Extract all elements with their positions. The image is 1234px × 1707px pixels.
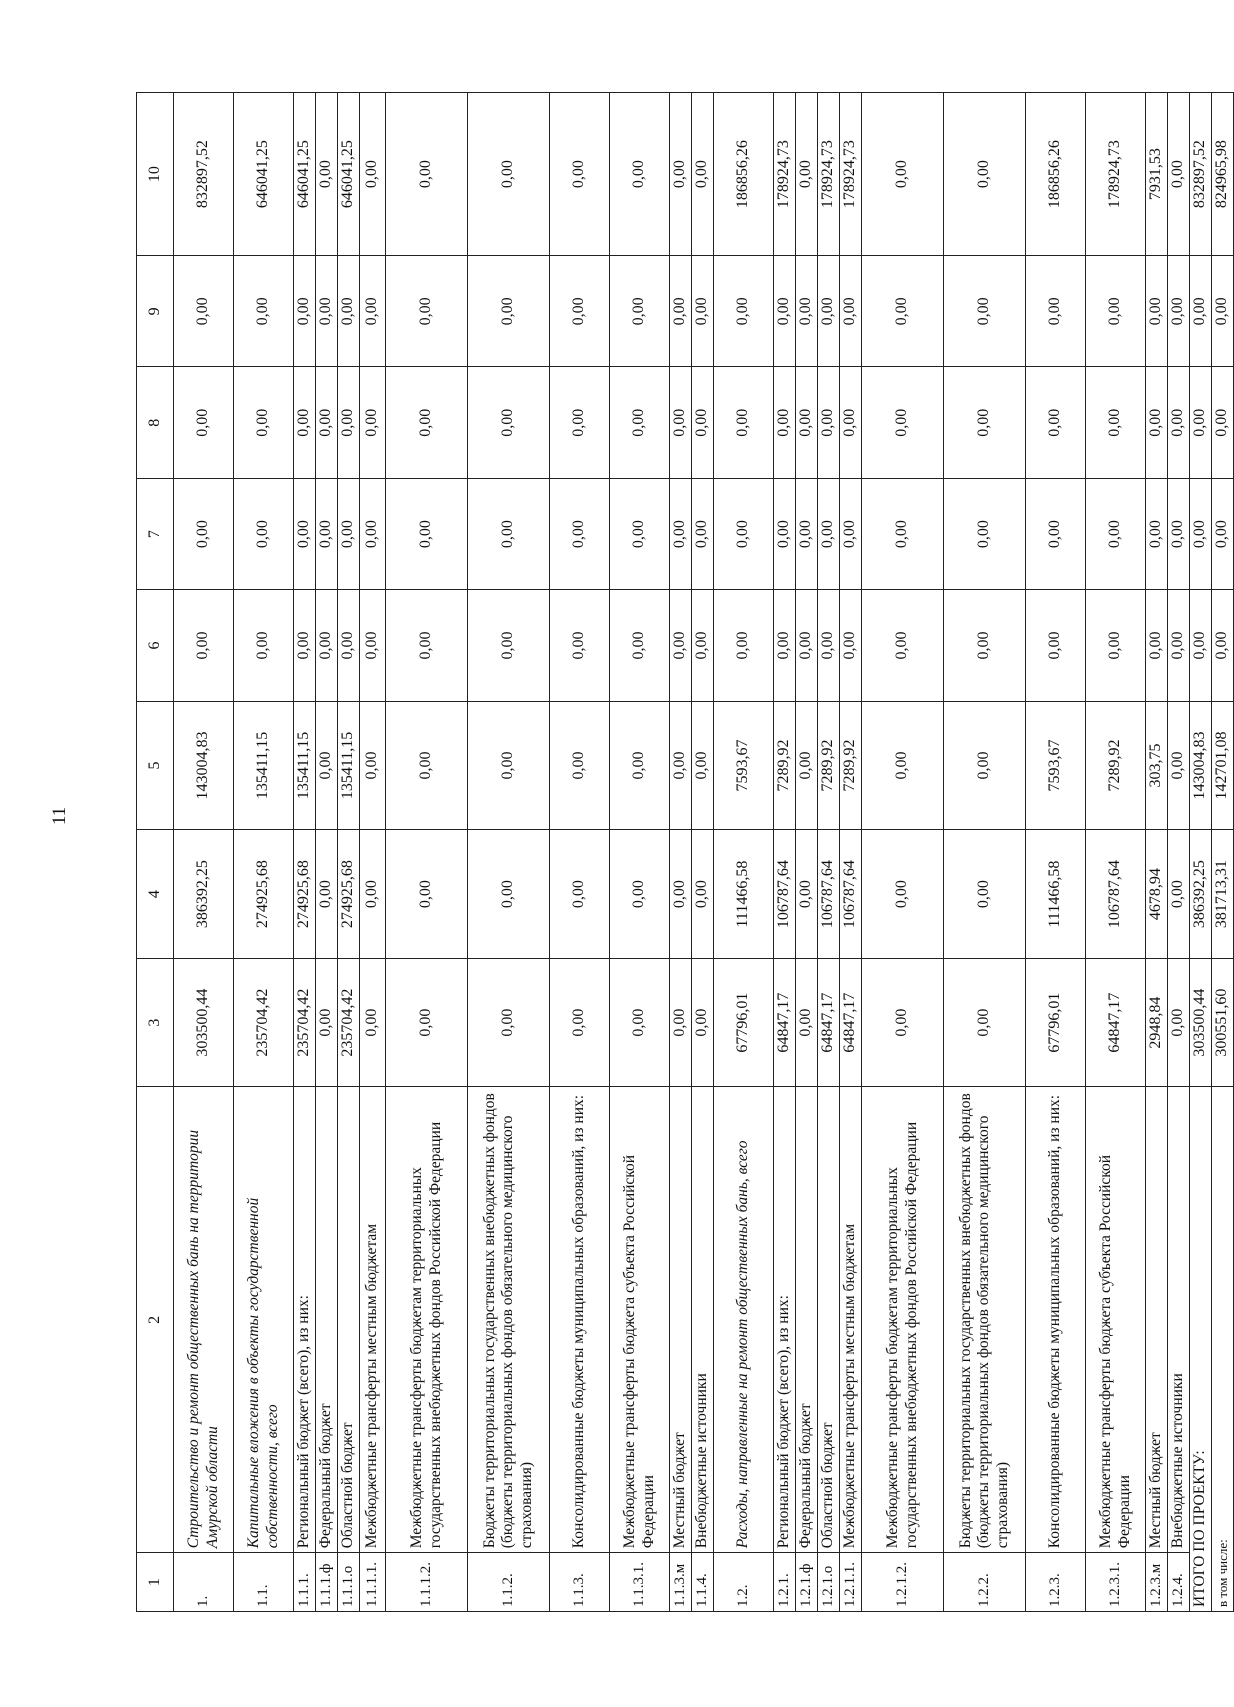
cell-col-7: 0,00 [1168, 478, 1190, 589]
row-code: 1.1.3.м [670, 1553, 692, 1612]
column-header-8: 8 [137, 367, 174, 478]
total-cell-col-8: 0,00 [1190, 367, 1212, 478]
row-code: 1.1.3. [550, 1553, 610, 1612]
cell-col-7: 0,00 [1026, 478, 1086, 589]
cell-col-3: 303500,44 [174, 958, 234, 1087]
cell-col-5: 0,00 [796, 701, 818, 830]
cell-col-9: 0,00 [1146, 256, 1168, 367]
cell-col-4: 274925,68 [234, 830, 294, 959]
cell-col-6: 0,00 [338, 590, 360, 701]
column-header-2: 2 [137, 1087, 174, 1553]
row-description: Федеральный бюджет [316, 1087, 338, 1553]
cell-col-7: 0,00 [840, 478, 862, 589]
table-row [692, 93, 714, 1612]
cell-col-6: 0,00 [468, 590, 550, 701]
cell-col-6: 0,00 [670, 590, 692, 701]
row-code: 1.2.1.ф [796, 1553, 818, 1612]
cell-col-10: 0,00 [1168, 93, 1190, 256]
cell-col-8: 0,00 [774, 367, 796, 478]
cell-col-5: 0,00 [468, 701, 550, 830]
cell-col-9: 0,00 [840, 256, 862, 367]
cell-col-5: 0,00 [670, 701, 692, 830]
cell-col-9: 0,00 [796, 256, 818, 367]
row-description: Областной бюджет [818, 1087, 840, 1553]
total-cell-col-7: 0,00 [1190, 478, 1212, 589]
cell-col-9: 0,00 [468, 256, 550, 367]
cell-col-6: 0,00 [360, 590, 386, 701]
cell-col-3: 67796,01 [1026, 958, 1086, 1087]
cell-col-6: 0,00 [796, 590, 818, 701]
cell-col-5: 135411,15 [294, 701, 316, 830]
cell-col-6: 0,00 [174, 590, 234, 701]
cell-col-4: 0,00 [386, 830, 468, 959]
cell-col-7: 0,00 [818, 478, 840, 589]
cell-col-10: 7931,53 [1146, 93, 1168, 256]
total-cell-col-6: 0,00 [1212, 590, 1234, 701]
cell-col-7: 0,00 [714, 478, 774, 589]
cell-col-3: 235704,42 [234, 958, 294, 1087]
cell-col-6: 0,00 [692, 590, 714, 701]
table-row [774, 93, 796, 1612]
column-header-3: 3 [137, 958, 174, 1087]
cell-col-10: 186856,26 [714, 93, 774, 256]
row-code: 1.1.1.ф [316, 1553, 338, 1612]
cell-col-4: 386392,25 [174, 830, 234, 959]
cell-col-6: 0,00 [774, 590, 796, 701]
cell-col-6: 0,00 [840, 590, 862, 701]
cell-col-9: 0,00 [360, 256, 386, 367]
cell-col-10: 178924,73 [840, 93, 862, 256]
table-row [1146, 93, 1168, 1612]
total-cell-col-9: 0,00 [1212, 256, 1234, 367]
cell-col-7: 0,00 [796, 478, 818, 589]
row-description: Межбюджетные трансферты бюджетам территориальных государственных внебюджетных фондов Российской Федерации [862, 1087, 944, 1553]
table-row [338, 93, 360, 1612]
cell-col-9: 0,00 [294, 256, 316, 367]
table-row [468, 93, 550, 1612]
table-row [818, 93, 840, 1612]
table-row [944, 93, 1026, 1612]
row-description: Местный бюджет [1146, 1087, 1168, 1553]
cell-col-3: 64847,17 [774, 958, 796, 1087]
cell-col-8: 0,00 [862, 367, 944, 478]
cell-col-4: 274925,68 [294, 830, 316, 959]
total-cell-col-6: 0,00 [1190, 590, 1212, 701]
header-row [137, 93, 174, 1612]
cell-col-5: 0,00 [386, 701, 468, 830]
cell-col-5: 135411,15 [234, 701, 294, 830]
cell-col-3: 2948,84 [1146, 958, 1168, 1087]
cell-col-6: 0,00 [234, 590, 294, 701]
cell-col-9: 0,00 [338, 256, 360, 367]
cell-col-8: 0,00 [796, 367, 818, 478]
row-description: Расходы, направленные на ремонт общественных бань, всего [714, 1087, 774, 1553]
cell-col-10: 178924,73 [1086, 93, 1146, 256]
table-row [294, 93, 316, 1612]
row-description: Региональный бюджет (всего), из них: [294, 1087, 316, 1553]
cell-col-9: 0,00 [1086, 256, 1146, 367]
cell-col-5: 7289,92 [818, 701, 840, 830]
cell-col-5: 0,00 [1168, 701, 1190, 830]
budget-table [136, 92, 1234, 1612]
row-code: 1.1.1. [294, 1553, 316, 1612]
cell-col-4: 0,00 [944, 830, 1026, 959]
cell-col-7: 0,00 [692, 478, 714, 589]
cell-col-5: 7593,67 [714, 701, 774, 830]
cell-col-7: 0,00 [234, 478, 294, 589]
cell-col-4: 106787,64 [774, 830, 796, 959]
total-cell-col-8: 0,00 [1212, 367, 1234, 478]
cell-col-6: 0,00 [316, 590, 338, 701]
cell-col-6: 0,00 [1026, 590, 1086, 701]
cell-col-10: 0,00 [316, 93, 338, 256]
cell-col-8: 0,00 [692, 367, 714, 478]
row-description: Внебюджетные источники [692, 1087, 714, 1553]
cell-col-8: 0,00 [294, 367, 316, 478]
cell-col-5: 0,00 [550, 701, 610, 830]
cell-col-9: 0,00 [316, 256, 338, 367]
cell-col-9: 0,00 [862, 256, 944, 367]
cell-col-7: 0,00 [360, 478, 386, 589]
table-row [670, 93, 692, 1612]
cell-col-6: 0,00 [610, 590, 670, 701]
cell-col-9: 0,00 [234, 256, 294, 367]
cell-col-7: 0,00 [1086, 478, 1146, 589]
cell-col-4: 0,00 [692, 830, 714, 959]
cell-col-4: 106787,64 [840, 830, 862, 959]
table-row [1168, 93, 1190, 1612]
cell-col-9: 0,00 [174, 256, 234, 367]
total-row [1190, 93, 1212, 1612]
cell-col-4: 106787,64 [818, 830, 840, 959]
table-row [1026, 93, 1086, 1612]
row-code: 1.2.3.1. [1086, 1553, 1146, 1612]
cell-col-3: 0,00 [468, 958, 550, 1087]
table-row [610, 93, 670, 1612]
cell-col-7: 0,00 [550, 478, 610, 589]
cell-col-3: 0,00 [1168, 958, 1190, 1087]
cell-col-5: 0,00 [862, 701, 944, 830]
cell-col-5: 7289,92 [1086, 701, 1146, 830]
cell-col-3: 0,00 [610, 958, 670, 1087]
cell-col-3: 0,00 [386, 958, 468, 1087]
column-header-1: 1 [137, 1553, 174, 1612]
cell-col-9: 0,00 [610, 256, 670, 367]
column-header-6: 6 [137, 590, 174, 701]
cell-col-5: 7289,92 [840, 701, 862, 830]
row-code: 1.1.1.2. [386, 1553, 468, 1612]
row-code: 1.2.3. [1026, 1553, 1086, 1612]
cell-col-6: 0,00 [818, 590, 840, 701]
cell-col-3: 0,00 [796, 958, 818, 1087]
cell-col-7: 0,00 [670, 478, 692, 589]
rotated-page-content [136, 92, 1231, 1612]
total-cell-col-3: 303500,44 [1190, 958, 1212, 1087]
cell-col-3: 64847,17 [840, 958, 862, 1087]
row-code: 1.2.1.2. [862, 1553, 944, 1612]
row-description: Межбюджетные трансферты местным бюджетам [840, 1087, 862, 1553]
cell-col-10: 0,00 [944, 93, 1026, 256]
cell-col-7: 0,00 [774, 478, 796, 589]
cell-col-7: 0,00 [338, 478, 360, 589]
cell-col-7: 0,00 [386, 478, 468, 589]
row-description: Строительство и ремонт общественных бань на территории Амурской области [174, 1087, 234, 1553]
total-cell-col-4: 381713,31 [1212, 830, 1234, 959]
cell-col-4: 0,00 [796, 830, 818, 959]
cell-col-8: 0,00 [1086, 367, 1146, 478]
total-label: ИТОГО ПО ПРОЕКТУ: [1190, 1087, 1212, 1612]
cell-col-10: 0,00 [468, 93, 550, 256]
table-row [316, 93, 338, 1612]
row-description: Региональный бюджет (всего), из них: [774, 1087, 796, 1553]
cell-col-5: 143004,83 [174, 701, 234, 830]
cell-col-4: 0,00 [468, 830, 550, 959]
cell-col-9: 0,00 [1026, 256, 1086, 367]
cell-col-10: 0,00 [796, 93, 818, 256]
cell-col-6: 0,00 [862, 590, 944, 701]
column-header-4: 4 [137, 830, 174, 959]
cell-col-8: 0,00 [670, 367, 692, 478]
cell-col-7: 0,00 [468, 478, 550, 589]
cell-col-8: 0,00 [338, 367, 360, 478]
cell-col-3: 235704,42 [294, 958, 316, 1087]
cell-col-6: 0,00 [386, 590, 468, 701]
cell-col-8: 0,00 [360, 367, 386, 478]
cell-col-8: 0,00 [840, 367, 862, 478]
table-row [174, 93, 234, 1612]
row-code: 1.1.1.о [338, 1553, 360, 1612]
cell-col-8: 0,00 [468, 367, 550, 478]
cell-col-6: 0,00 [1168, 590, 1190, 701]
row-description: Межбюджетные трансферты бюджетам территориальных государственных внебюджетных фондов Российской Федерации [386, 1087, 468, 1553]
cell-col-10: 0,00 [360, 93, 386, 256]
cell-col-8: 0,00 [818, 367, 840, 478]
cell-col-7: 0,00 [944, 478, 1026, 589]
cell-col-10: 832897,52 [174, 93, 234, 256]
cell-col-8: 0,00 [1168, 367, 1190, 478]
cell-col-8: 0,00 [234, 367, 294, 478]
cell-col-7: 0,00 [862, 478, 944, 589]
cell-col-3: 0,00 [692, 958, 714, 1087]
row-code: 1.1. [234, 1553, 294, 1612]
cell-col-10: 178924,73 [774, 93, 796, 256]
total-cell-col-4: 386392,25 [1190, 830, 1212, 959]
table-row [386, 93, 468, 1612]
total-cell-col-9: 0,00 [1190, 256, 1212, 367]
cell-col-8: 0,00 [1026, 367, 1086, 478]
row-description: Федеральный бюджет [796, 1087, 818, 1553]
row-description: Бюджеты территориальных государственных внебюджетных фондов (бюджеты территориальных фондов обязательного медицинского страхования) [944, 1087, 1026, 1553]
cell-col-7: 0,00 [1146, 478, 1168, 589]
cell-col-4: 0,00 [862, 830, 944, 959]
column-header-9: 9 [137, 256, 174, 367]
cell-col-8: 0,00 [316, 367, 338, 478]
row-code: 1.2.2. [944, 1553, 1026, 1612]
table-row [796, 93, 818, 1612]
cell-col-8: 0,00 [714, 367, 774, 478]
row-code: 1.2.1.о [818, 1553, 840, 1612]
row-code: 1.1.4. [692, 1553, 714, 1612]
row-description: Консолидированные бюджеты муниципальных образований, из них: [1026, 1087, 1086, 1553]
table-row [840, 93, 862, 1612]
cell-col-8: 0,00 [1146, 367, 1168, 478]
cell-col-4: 0,00 [550, 830, 610, 959]
cell-col-5: 303,75 [1146, 701, 1168, 830]
cell-col-3: 0,00 [670, 958, 692, 1087]
cell-col-5: 0,00 [360, 701, 386, 830]
row-description: Консолидированные бюджеты муниципальных образований, из них: [550, 1087, 610, 1553]
cell-col-10: 0,00 [692, 93, 714, 256]
cell-col-9: 0,00 [386, 256, 468, 367]
cell-col-5: 0,00 [316, 701, 338, 830]
cell-col-5: 7289,92 [774, 701, 796, 830]
cell-col-9: 0,00 [714, 256, 774, 367]
table-row [234, 93, 294, 1612]
cell-col-8: 0,00 [386, 367, 468, 478]
row-code: 1.2.3.м [1146, 1553, 1168, 1612]
cell-col-3: 64847,17 [818, 958, 840, 1087]
cell-col-4: 111466,58 [714, 830, 774, 959]
total-cell-col-5: 142701,08 [1212, 701, 1234, 830]
cell-col-9: 0,00 [550, 256, 610, 367]
cell-col-10: 186856,26 [1026, 93, 1086, 256]
page-number: 11 [49, 806, 70, 826]
cell-col-10: 0,00 [862, 93, 944, 256]
table-row [550, 93, 610, 1612]
cell-col-10: 646041,25 [338, 93, 360, 256]
cell-col-4: 274925,68 [338, 830, 360, 959]
total-cell-col-7: 0,00 [1212, 478, 1234, 589]
cell-col-4: 111466,58 [1026, 830, 1086, 959]
cell-col-9: 0,00 [774, 256, 796, 367]
cell-col-4: 0,00 [610, 830, 670, 959]
cell-col-7: 0,00 [316, 478, 338, 589]
cell-col-3: 0,00 [316, 958, 338, 1087]
cell-col-6: 0,00 [294, 590, 316, 701]
cell-col-9: 0,00 [1168, 256, 1190, 367]
table-row [714, 93, 774, 1612]
cell-col-8: 0,00 [174, 367, 234, 478]
column-header-7: 7 [137, 478, 174, 589]
total-cell-col-5: 143004,83 [1190, 701, 1212, 830]
total-label: в том числе: [1212, 1087, 1234, 1612]
cell-col-10: 646041,25 [234, 93, 294, 256]
cell-col-10: 0,00 [386, 93, 468, 256]
cell-col-6: 0,00 [1146, 590, 1168, 701]
cell-col-5: 0,00 [692, 701, 714, 830]
cell-col-4: 4678,94 [1146, 830, 1168, 959]
cell-col-10: 0,00 [670, 93, 692, 256]
row-code: 1.1.2. [468, 1553, 550, 1612]
cell-col-6: 0,00 [550, 590, 610, 701]
cell-col-9: 0,00 [818, 256, 840, 367]
total-cell-col-3: 300551,60 [1212, 958, 1234, 1087]
cell-col-3: 235704,42 [338, 958, 360, 1087]
cell-col-9: 0,00 [692, 256, 714, 367]
row-code: 1.1.1.1. [360, 1553, 386, 1612]
row-description: Межбюджетные трансферты бюджета субъекта Российской Федерации [1086, 1087, 1146, 1553]
cell-col-7: 0,00 [610, 478, 670, 589]
cell-col-9: 0,00 [944, 256, 1026, 367]
total-row [1212, 93, 1234, 1612]
cell-col-3: 67796,01 [714, 958, 774, 1087]
cell-col-8: 0,00 [550, 367, 610, 478]
cell-col-5: 0,00 [610, 701, 670, 830]
cell-col-5: 7593,67 [1026, 701, 1086, 830]
cell-col-5: 135411,15 [338, 701, 360, 830]
row-description: Местный бюджет [670, 1087, 692, 1553]
cell-col-10: 178924,73 [818, 93, 840, 256]
cell-col-4: 0,00 [316, 830, 338, 959]
cell-col-7: 0,00 [174, 478, 234, 589]
row-description: Областной бюджет [338, 1087, 360, 1553]
cell-col-6: 0,00 [1086, 590, 1146, 701]
row-description: Внебюджетные источники [1168, 1087, 1190, 1553]
cell-col-3: 64847,17 [1086, 958, 1146, 1087]
row-description: Бюджеты территориальных государственных внебюджетных фондов (бюджеты территориальных фондов обязательного медицинского страхования) [468, 1087, 550, 1553]
column-header-10: 10 [137, 93, 174, 256]
cell-col-3: 0,00 [360, 958, 386, 1087]
cell-col-10: 0,00 [610, 93, 670, 256]
cell-col-6: 0,00 [714, 590, 774, 701]
cell-col-10: 646041,25 [294, 93, 316, 256]
cell-col-4: 0,00 [1168, 830, 1190, 959]
row-code: 1. [174, 1553, 234, 1612]
cell-col-8: 0,00 [944, 367, 1026, 478]
total-cell-col-10: 824965,98 [1212, 93, 1234, 256]
row-code: 1.2.1. [774, 1553, 796, 1612]
row-code: 1.1.3.1. [610, 1553, 670, 1612]
cell-col-3: 0,00 [550, 958, 610, 1087]
table-row [862, 93, 944, 1612]
row-description: Межбюджетные трансферты местным бюджетам [360, 1087, 386, 1553]
cell-col-9: 0,00 [670, 256, 692, 367]
total-cell-col-10: 832897,52 [1190, 93, 1212, 256]
row-description: Межбюджетные трансферты бюджета субъекта Российской Федерации [610, 1087, 670, 1553]
row-code: 1.2.4. [1168, 1553, 1190, 1612]
cell-col-3: 0,00 [944, 958, 1026, 1087]
cell-col-8: 0,00 [610, 367, 670, 478]
column-header-5: 5 [137, 701, 174, 830]
cell-col-4: 0,00 [670, 830, 692, 959]
cell-col-10: 0,00 [550, 93, 610, 256]
cell-col-4: 106787,64 [1086, 830, 1146, 959]
cell-col-3: 0,00 [862, 958, 944, 1087]
cell-col-7: 0,00 [294, 478, 316, 589]
table-row [360, 93, 386, 1612]
row-code: 1.2.1.1. [840, 1553, 862, 1612]
cell-col-4: 0,00 [360, 830, 386, 959]
cell-col-5: 0,00 [944, 701, 1026, 830]
table-row [1086, 93, 1146, 1612]
row-code: 1.2. [714, 1553, 774, 1612]
row-description: Капитальные вложения в объекты государственной собственности, всего [234, 1087, 294, 1553]
cell-col-6: 0,00 [944, 590, 1026, 701]
